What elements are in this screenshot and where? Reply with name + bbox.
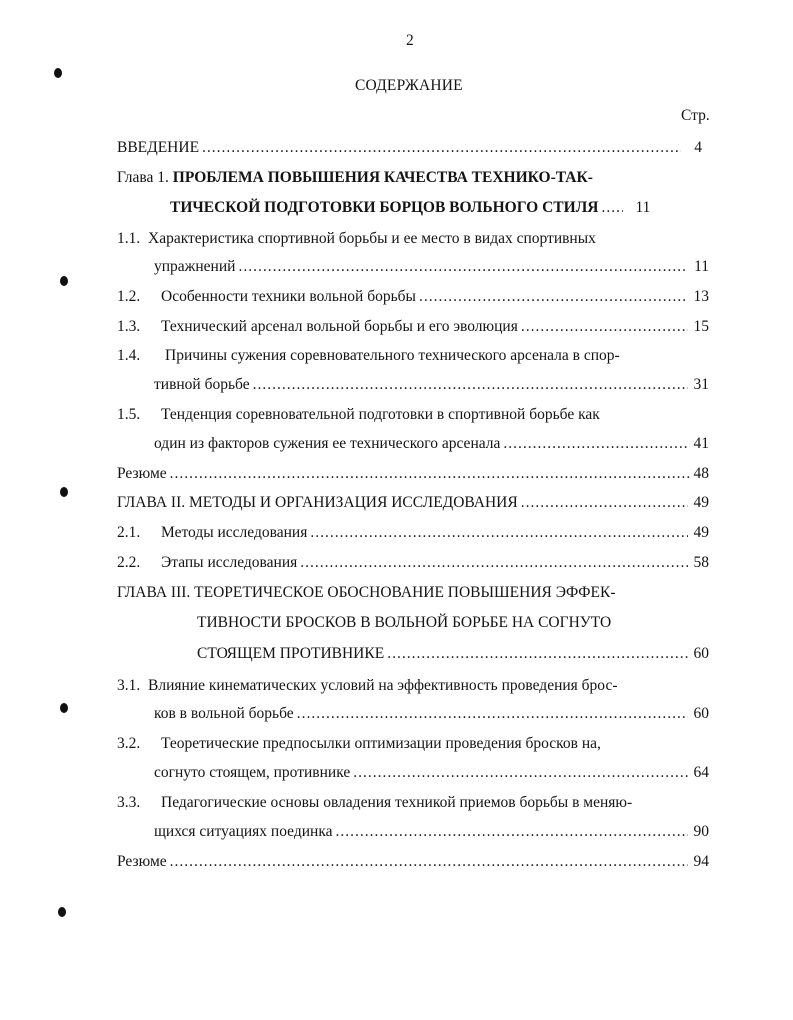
margin-mark [60, 276, 68, 286]
leader-dots [253, 376, 688, 394]
leader-dots [297, 705, 688, 723]
leader-dots [170, 465, 691, 483]
leader-dots [202, 139, 681, 157]
margin-mark [60, 703, 68, 713]
toc-chapter1-line1 [117, 169, 593, 187]
leader-dots [310, 524, 688, 542]
toc-1-4-line2: тивной борьбе ..... 31 [154, 376, 709, 394]
toc-page: 11 [635, 199, 651, 216]
leader-dots [238, 258, 688, 276]
toc-entry-intro [117, 139, 702, 157]
toc-1-3: 1.3. Технический арсенал вольной борьбы и его эволюция ..... 15 [117, 318, 709, 336]
toc-resume-1: Резюме ..... 48 [117, 465, 709, 483]
toc-1-1-line2: упражнений ..... 11 [154, 258, 709, 276]
toc-1-2: 1.2. Особенности техники вольной борьбы ..... 13 [117, 288, 709, 306]
toc-entry-text: ВВЕДЕНИЕ [117, 139, 200, 156]
toc-1-4-line1: 1.4. Причины сужения соревновательного технического арсенала в спор- [117, 347, 620, 364]
toc-3-2-line2: согнуто стоящем, противнике ..... 64 [154, 764, 709, 782]
toc-3-1-line1: 3.1. Влияние кинематических условий на эффективность проведения брос- [117, 677, 618, 694]
leader-dots [300, 554, 688, 572]
toc-3-3-line1: 3.3. Педагогические основы овладения техникой приемов борьбы в меняю- [117, 794, 633, 811]
margin-mark [58, 907, 66, 917]
leader-dots [419, 288, 688, 306]
toc-1-5-line2: один из факторов сужения ее технического арсенала ..... 41 [154, 435, 709, 453]
toc-chapter2: ГЛАВА II. МЕТОДЫ И ОРГАНИЗАЦИЯ ИССЛЕДОВАНИЯ ..... 49 [117, 494, 709, 512]
leader-dots [521, 318, 688, 336]
toc-1-1-line1: 1.1. Характеристика спортивной борьбы и ее место в видах спортивных [117, 230, 596, 247]
leader-dots [503, 435, 688, 453]
leader-dots [336, 823, 689, 841]
leader-dots [387, 645, 688, 663]
chapter-title: ПРОБЛЕМА ПОВЫШЕНИЯ КАЧЕСТВА ТЕХНИКО-ТАК- [172, 169, 593, 186]
toc-3-1-line2: ков в вольной борьбе ..... 60 [154, 705, 709, 723]
toc-2-1: 2.1. Методы исследования ..... 49 [117, 524, 709, 542]
toc-chapter3-line3: СТОЯЩЕМ ПРОТИВНИКЕ ..... 60 [197, 645, 709, 663]
toc-1-5-line1: 1.5. Тенденция соревновательной подготовки в спортивной борьбе как [117, 406, 600, 423]
toc-page: 4 [694, 139, 702, 156]
toc-3-2-line1: 3.2. Теоретические предпосылки оптимизации проведения бросков на, [117, 735, 601, 752]
margin-mark [54, 68, 62, 78]
toc-resume-2: Резюме ..... 94 [117, 853, 709, 871]
leader-dots [601, 199, 623, 217]
page-title: СОДЕРЖАНИЕ [355, 77, 463, 94]
leader-dots [353, 764, 688, 782]
margin-mark [60, 487, 68, 497]
leader-dots [170, 853, 688, 871]
chapter-prefix: Глава 1. [117, 169, 173, 186]
toc-3-3-line2: щихся ситуациях поединка ..... 90 [154, 823, 709, 841]
page-number: 2 [406, 32, 414, 49]
toc-chapter3-line1: ГЛАВА III. ТЕОРЕТИЧЕСКОЕ ОБОСНОВАНИЕ ПОВЫШЕНИЯ ЭФФЕК- [117, 584, 616, 601]
leader-dots [521, 494, 688, 512]
toc-chapter1-line2 [170, 199, 710, 217]
toc-chapter3-line2: ТИВНОСТИ БРОСКОВ В ВОЛЬНОЙ БОРЬБЕ НА СОГНУТО [197, 614, 612, 631]
page-column-label: Стр. [681, 107, 710, 124]
chapter-title-cont: ТИЧЕСКОЙ ПОДГОТОВКИ БОРЦОВ ВОЛЬНОГО СТИЛЯ [170, 199, 599, 216]
toc-2-2: 2.2. Этапы исследования ..... 58 [117, 554, 709, 572]
